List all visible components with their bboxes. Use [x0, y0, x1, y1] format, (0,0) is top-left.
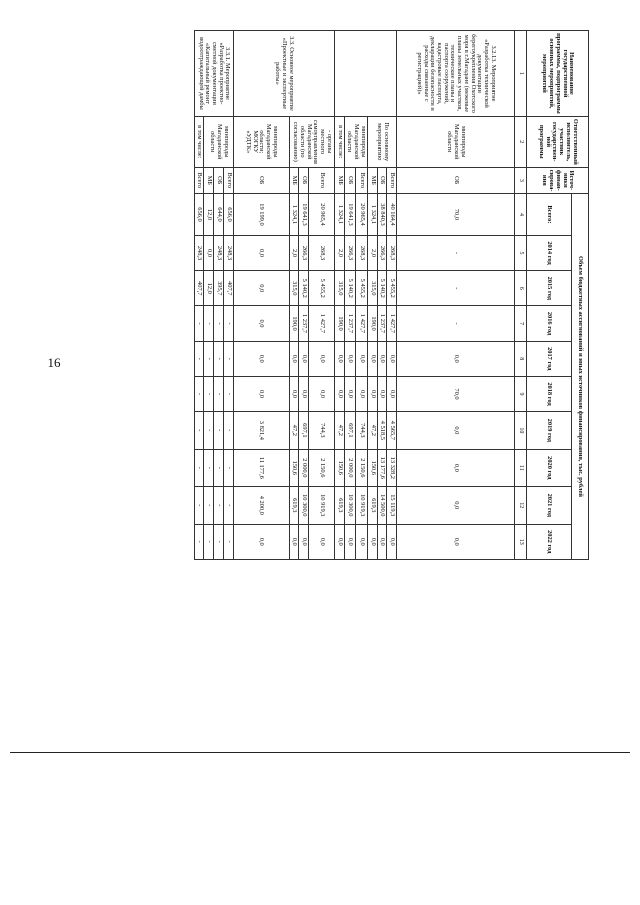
value-cell: 19 199,0 [233, 194, 289, 236]
funding-source-cell: ОБ [397, 167, 515, 193]
value-cell: 1 324,1 [334, 194, 344, 236]
header-budget-group: Объем бюджетных ассигнований и иных источников финансирования, тыс. рублей [572, 194, 589, 560]
value-cell: 1 427,7 [387, 306, 397, 341]
funding-source-cell: ОБ [344, 167, 356, 193]
value-cell: 12,0 [204, 194, 214, 236]
column-index: 11 [515, 449, 527, 486]
value-cell: 266,3 [377, 235, 387, 270]
value-cell: - [214, 376, 224, 411]
value-cell: 13 177,6 [377, 449, 387, 486]
responsible-cell: По основному мероприятию [367, 116, 396, 167]
funding-source-cell: МБ [204, 167, 214, 193]
program-name-cell: 3.3.1. Мероприятие «Разработка проектно-сметной документации «Капитальный ремонт водоотграждающей дамбы [194, 31, 233, 117]
funding-source-cell: МБ [289, 167, 299, 193]
value-cell: 1 427,7 [308, 306, 334, 341]
value-cell: - [214, 487, 224, 524]
value-cell: 0,0 [397, 412, 515, 449]
value-cell: - [204, 487, 214, 524]
header-year: 2019 год [527, 412, 572, 449]
value-cell: 5 140,2 [377, 271, 387, 306]
value-cell: 407,7 [223, 271, 233, 306]
page-number: 16 [47, 355, 61, 370]
value-cell: 0,0 [308, 341, 334, 376]
value-cell: - [204, 449, 214, 486]
value-cell: 5 140,2 [299, 271, 309, 306]
responsible-cell: минпироды Магаданской области; МОГКУ «УДТК» [233, 116, 289, 167]
value-cell: 644,0 [214, 194, 224, 236]
column-index: 3 [515, 167, 527, 193]
value-cell: 0,0 [289, 376, 299, 411]
responsible-cell: - органы местного самоуправления Магаданской области (по согласованию) [289, 116, 334, 167]
value-cell: - [223, 376, 233, 411]
page-divider-line [10, 752, 630, 753]
value-cell: 2 150,6 [308, 449, 334, 486]
value-cell: 47,2 [334, 412, 344, 449]
rotated-table-container [69, 30, 589, 560]
value-cell: 0,0 [233, 306, 289, 341]
value-cell: - [204, 412, 214, 449]
value-cell: 150,6 [334, 449, 344, 486]
value-cell: 248,3 [214, 235, 224, 270]
value-cell: 10 919,3 [356, 487, 368, 524]
value-cell: - [397, 235, 515, 270]
value-cell: 19 641,3 [299, 194, 309, 236]
responsible-cell: в том числе: [334, 116, 344, 167]
value-cell: 248,3 [194, 235, 204, 270]
value-cell: 10 300,0 [299, 487, 309, 524]
value-cell: 0,0 [299, 341, 309, 376]
column-index: 12 [515, 487, 527, 524]
header-year: 2017 год [527, 341, 572, 376]
value-cell: 0,0 [387, 524, 397, 560]
funding-source-cell: ОБ [299, 167, 309, 193]
responsible-cell: минпироды Магаданской области [397, 116, 515, 167]
value-cell: 5 455,2 [308, 271, 334, 306]
value-cell: 1 237,7 [377, 306, 387, 341]
funding-source-cell: Всего [356, 167, 368, 193]
column-index: 10 [515, 412, 527, 449]
table-body [194, 31, 514, 560]
value-cell: - [194, 487, 204, 524]
value-cell: 656,0 [194, 194, 204, 236]
column-index: 1 [515, 31, 527, 117]
value-cell: - [204, 376, 214, 411]
value-cell: 0,0 [204, 235, 214, 270]
value-cell: 5 455,2 [356, 271, 368, 306]
value-cell: 10 919,3 [308, 487, 334, 524]
value-cell: 4 518,5 [377, 412, 387, 449]
value-cell: 0,0 [397, 341, 515, 376]
value-cell: 10 300,0 [344, 487, 356, 524]
header-program-name: Наименование государственной программы, подпрограммы основных мероприятий, мероприятий [527, 31, 589, 117]
value-cell: 266,3 [299, 235, 309, 270]
table-header-row [572, 31, 589, 560]
value-cell: 0,0 [367, 524, 377, 560]
value-cell: 697,1 [344, 412, 356, 449]
header-year: 2015 год [527, 271, 572, 306]
column-index: 5 [515, 235, 527, 270]
header-year: 2021 год [527, 487, 572, 524]
value-cell: - [223, 341, 233, 376]
value-cell: - [214, 412, 224, 449]
funding-source-cell: МБ [334, 167, 344, 193]
header-funding-source: Источ-ники финан-сирова-ния [527, 167, 589, 193]
value-cell: - [223, 524, 233, 560]
value-cell: 315,0 [367, 271, 377, 306]
value-cell: 248,3 [223, 235, 233, 270]
value-cell: 4 565,7 [387, 412, 397, 449]
value-cell: 0,0 [356, 524, 368, 560]
program-name-cell: 3.2.13. Мероприятие «Разработка технической документации берегоукрепления Охотского моря в г.Магадане (межевые планы земельных участков, технические планы и паспорта сооружений, кадастровые паспорта, декларации безопасности и расходы связанные с регистрацией)» [397, 31, 515, 117]
value-cell: 0,0 [299, 376, 309, 411]
value-cell: 0,0 [377, 524, 387, 560]
value-cell: - [194, 412, 204, 449]
responsible-cell: минпироды Магаданской области [344, 116, 367, 167]
value-cell: 0,0 [289, 341, 299, 376]
value-cell: 4 200,0 [233, 487, 289, 524]
value-cell: 0,0 [356, 376, 368, 411]
value-cell: 150,6 [289, 449, 299, 486]
program-name-cell [334, 31, 396, 117]
value-cell: - [194, 341, 204, 376]
value-cell: 0,0 [289, 524, 299, 560]
value-cell: 190,0 [289, 306, 299, 341]
value-cell: 0,0 [367, 341, 377, 376]
value-cell: 19 641,3 [344, 194, 356, 236]
budget-table [194, 30, 589, 560]
value-cell: 47,2 [289, 412, 299, 449]
column-index: 6 [515, 271, 527, 306]
value-cell: 0,0 [397, 524, 515, 560]
value-cell: 0,0 [299, 524, 309, 560]
value-cell: - [223, 306, 233, 341]
value-cell: 656,0 [223, 194, 233, 236]
value-cell: - [397, 271, 515, 306]
header-year: 2016 год [527, 306, 572, 341]
value-cell: 266,3 [344, 235, 356, 270]
value-cell: 0,0 [397, 487, 515, 524]
value-cell: 268,3 [356, 235, 368, 270]
value-cell: 2 000,0 [299, 449, 309, 486]
value-cell: 0,0 [377, 376, 387, 411]
value-cell: 38 840,3 [377, 194, 387, 236]
value-cell: 5 455,2 [387, 271, 397, 306]
column-index: 4 [515, 194, 527, 236]
value-cell: 619,3 [334, 487, 344, 524]
value-cell: 1 427,7 [356, 306, 368, 341]
funding-source-cell: ОБ [214, 167, 224, 193]
value-cell: 1 237,7 [299, 306, 309, 341]
value-cell: 20 965,4 [308, 194, 334, 236]
value-cell: 47,2 [367, 412, 377, 449]
value-cell: - [194, 524, 204, 560]
value-cell: 5 140,2 [344, 271, 356, 306]
value-cell: 0,0 [334, 376, 344, 411]
value-cell: 395,7 [214, 271, 224, 306]
header-year: Всего: [527, 194, 572, 236]
header-year: 2014 год [527, 235, 572, 270]
value-cell: - [397, 306, 515, 341]
column-index: 9 [515, 376, 527, 411]
value-cell: - [214, 524, 224, 560]
value-cell: 190,0 [367, 306, 377, 341]
value-cell: 619,3 [289, 487, 299, 524]
responsible-cell: в том числе: [194, 116, 204, 167]
header-year: 2022 год [527, 524, 572, 560]
value-cell: 70,0 [397, 376, 515, 411]
value-cell: - [214, 306, 224, 341]
value-cell: 0,0 [344, 376, 356, 411]
value-cell: 11 177,6 [233, 449, 289, 486]
value-cell: 0,0 [233, 341, 289, 376]
value-cell: 619,3 [367, 487, 377, 524]
value-cell: 2 150,6 [356, 449, 368, 486]
value-cell: 1 324,1 [367, 194, 377, 236]
value-cell: 0,0 [334, 524, 344, 560]
column-index: 8 [515, 341, 527, 376]
value-cell: 315,0 [334, 271, 344, 306]
value-cell: - [214, 341, 224, 376]
funding-source-cell: ОБ [233, 167, 289, 193]
value-cell: 0,0 [308, 376, 334, 411]
column-index: 7 [515, 306, 527, 341]
value-cell: 0,0 [308, 524, 334, 560]
value-cell: - [194, 306, 204, 341]
value-cell: 14 500,0 [377, 487, 387, 524]
funding-source-cell: Всего [194, 167, 204, 193]
value-cell: 744,3 [356, 412, 368, 449]
value-cell: 0,0 [387, 376, 397, 411]
value-cell: 1 237,7 [344, 306, 356, 341]
table-row [387, 31, 397, 560]
column-index: 13 [515, 524, 527, 560]
funding-source-cell: Всего [387, 167, 397, 193]
value-cell: - [204, 524, 214, 560]
value-cell: 697,1 [299, 412, 309, 449]
value-cell: 407,7 [194, 271, 204, 306]
value-cell: 40 164,4 [387, 194, 397, 236]
value-cell: 2,0 [367, 235, 377, 270]
funding-source-cell: Всего [223, 167, 233, 193]
value-cell: - [194, 449, 204, 486]
column-index: 2 [515, 116, 527, 167]
value-cell: 12,0 [204, 271, 214, 306]
header-year: 2020 год [527, 449, 572, 486]
value-cell: 268,3 [308, 235, 334, 270]
value-cell: 1 324,1 [289, 194, 299, 236]
header-responsible: Ответственный исполнитель, участник государствен-ной программы [527, 116, 589, 167]
value-cell: 0,0 [233, 376, 289, 411]
table-row [397, 31, 515, 560]
value-cell: 70,0 [397, 194, 515, 236]
value-cell: 0,0 [344, 341, 356, 376]
value-cell: 190,0 [334, 306, 344, 341]
value-cell: 0,0 [344, 524, 356, 560]
value-cell: 0,0 [367, 376, 377, 411]
value-cell: 0,0 [356, 341, 368, 376]
funding-source-cell: МБ [367, 167, 377, 193]
value-cell: - [204, 306, 214, 341]
value-cell: - [194, 376, 204, 411]
value-cell: 744,3 [308, 412, 334, 449]
value-cell: - [223, 449, 233, 486]
value-cell: 13 328,2 [387, 449, 397, 486]
column-index-row [515, 31, 527, 560]
value-cell: - [223, 487, 233, 524]
value-cell: 2,0 [334, 235, 344, 270]
table-row [223, 31, 233, 560]
value-cell: 0,0 [233, 271, 289, 306]
value-cell: - [223, 412, 233, 449]
responsible-cell: минпироды Магаданской области [204, 116, 233, 167]
funding-source-cell: ОБ [377, 167, 387, 193]
program-name-cell: 3.3. Основное мероприятие «Проектные и экспертные работы» [233, 31, 334, 117]
value-cell: 268,3 [387, 235, 397, 270]
value-cell: 150,6 [367, 449, 377, 486]
value-cell: 0,0 [387, 341, 397, 376]
value-cell: 0,0 [397, 449, 515, 486]
value-cell: 0,0 [377, 341, 387, 376]
value-cell: 15 119,3 [387, 487, 397, 524]
value-cell: 2,0 [289, 235, 299, 270]
header-year: 2018 год [527, 376, 572, 411]
value-cell: 20 965,4 [356, 194, 368, 236]
value-cell: 2 000,0 [344, 449, 356, 486]
value-cell: 315,0 [289, 271, 299, 306]
value-cell: 0,0 [233, 524, 289, 560]
table-row [308, 31, 334, 560]
value-cell: 3 821,4 [233, 412, 289, 449]
funding-source-cell: Всего [308, 167, 334, 193]
value-cell: - [204, 341, 214, 376]
value-cell: - [214, 449, 224, 486]
value-cell: 0,0 [334, 341, 344, 376]
value-cell: 0,0 [233, 235, 289, 270]
